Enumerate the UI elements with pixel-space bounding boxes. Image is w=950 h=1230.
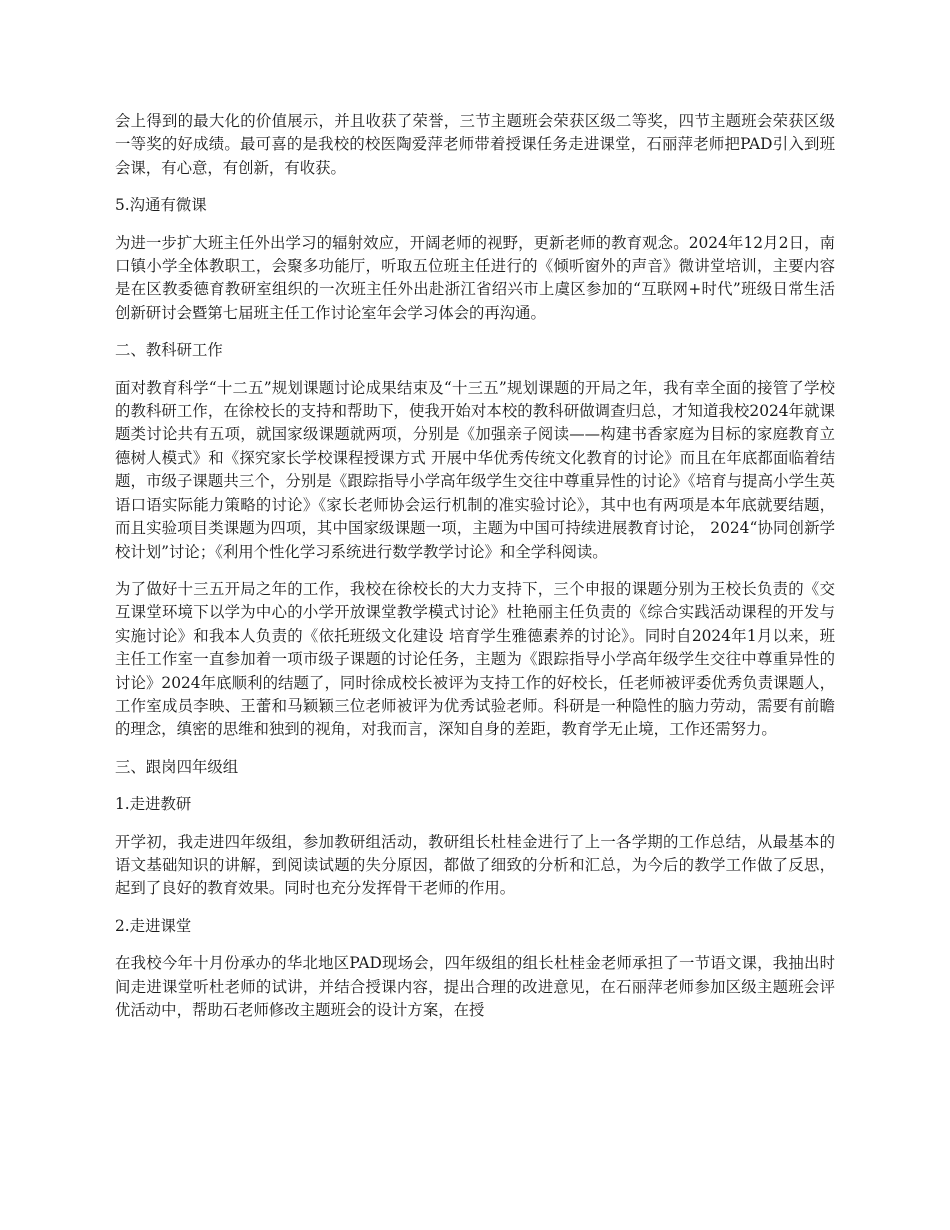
heading-micro-lesson: 5.沟通有微课 <box>115 196 207 215</box>
paragraph-research-projects: 为了做好十三五开局之年的工作，我校在徐校长的大力支持下，三个申报的课题分别为王校长负责的《交互课堂环境下以学为中心的小学开放课堂教学模式讨论》杜艳丽主任负责的《综合实践活动课程的开发与实施讨论》和我本人负责的《依托班级文化建设 培育学生雅德素养的讨论》。同时自2024年1月以来，班主任工作室一直参加着一项市级子课题的讨论任务，主题为《跟踪指导小学高年级学生交往中尊重异性的讨论》2024年底顺利的结题了，同时徐成校长被评为支持工作的好校长，任老师被评委优秀负责课题人，工作室成员李映、王蕾和马颖颖三位老师被评为优秀试验老师。科研是一种隐性的脑力劳动，需要有前瞻的理念，缜密的思维和独到的视角，对我而言，深知自身的差距，教育学无止境，工作还需努力。 <box>115 579 835 739</box>
paragraph-into-classroom: 在我校今年十月份承办的华北地区PAD现场会，四年级组的组长杜桂金老师承担了一节语文课，我抽出时间走进课堂听杜老师的试讲，并结合授课内容，提出合理的改进意见，在石丽萍老师参加区级主题班会评优活动中，帮助石老师修改主题班会的设计方案，在授 <box>115 954 835 1019</box>
paragraph-class-meeting-awards: 会上得到的最大化的价值展示，并且收获了荣誉，三节主题班会荣获区级二等奖，四节主题班会荣获区级一等奖的好成绩。最可喜的是我校的校医陶爱萍老师带着授课任务走进课堂，石丽萍老师把PAD引入到班会课，有心意，有创新，有收获。 <box>115 112 835 177</box>
heading-research-work: 二、教科研工作 <box>115 341 223 360</box>
paragraph-micro-lesson: 为进一步扩大班主任外出学习的辐射效应，开阔老师的视野，更新老师的教育观念。2024年12月2日，南口镇小学全体教职工，会聚多功能厅，听取五位班主任进行的《倾听窗外的声音》微讲堂培训，主要内容是在区教委德育教研室组织的一次班主任外出赴浙江省绍兴市上虞区参加的“互联网+时代”班级日常生活创新研讨会暨第七届班主任工作讨论室年会学习体会的再沟通。 <box>115 233 835 322</box>
paragraph-into-research: 开学初，我走进四年级组，参加教研组活动，教研组长杜桂金进行了上一各学期的工作总结，从最基本的语文基础知识的讲解，到阅读试题的失分原因，都做了细致的分析和汇总，为今后的教学工作做了反思，起到了良好的教育效果。同时也充分发挥骨干老师的作用。 <box>115 832 835 898</box>
heading-into-classroom: 2.走进课堂 <box>115 916 192 935</box>
heading-into-research: 1.走进教研 <box>115 795 192 814</box>
paragraph-research-overview: 面对教育科学“十二五”规划课题讨论成果结束及“十三五”规划课题的开局之年，我有幸全面的接管了学校的教科研工作，在徐校长的支持和帮助下，使我开始对本校的教科研做调查归总，才知道我校2024年就课题类讨论共有五项，就国家级课题就两项，分别是《加强亲子阅读——构建书香家庭为目标的家庭教育立德树人模式》和《探究家长学校课程授课方式 开展中华优秀传统文化教育的讨论》而且在年底都面临着结题，市级子课题共三个，分别是《跟踪指导小学高年级学生交往中尊重异性的讨论》《培育与提高小学生英语口语实际能力策略的讨论》《家长老师协会运行机制的准实验讨论》，其中也有两项是本年底就要结题，而且实验项目类课题为四项，其中国家级课题一项，主题为中国可持续进展教育讨论， 2024“协同创新学校计划”讨论；《利用个性化学习系统进行数学教学讨论》和全学科阅读。 <box>115 378 835 561</box>
heading-grade-four: 三、跟岗四年级组 <box>115 757 239 776</box>
